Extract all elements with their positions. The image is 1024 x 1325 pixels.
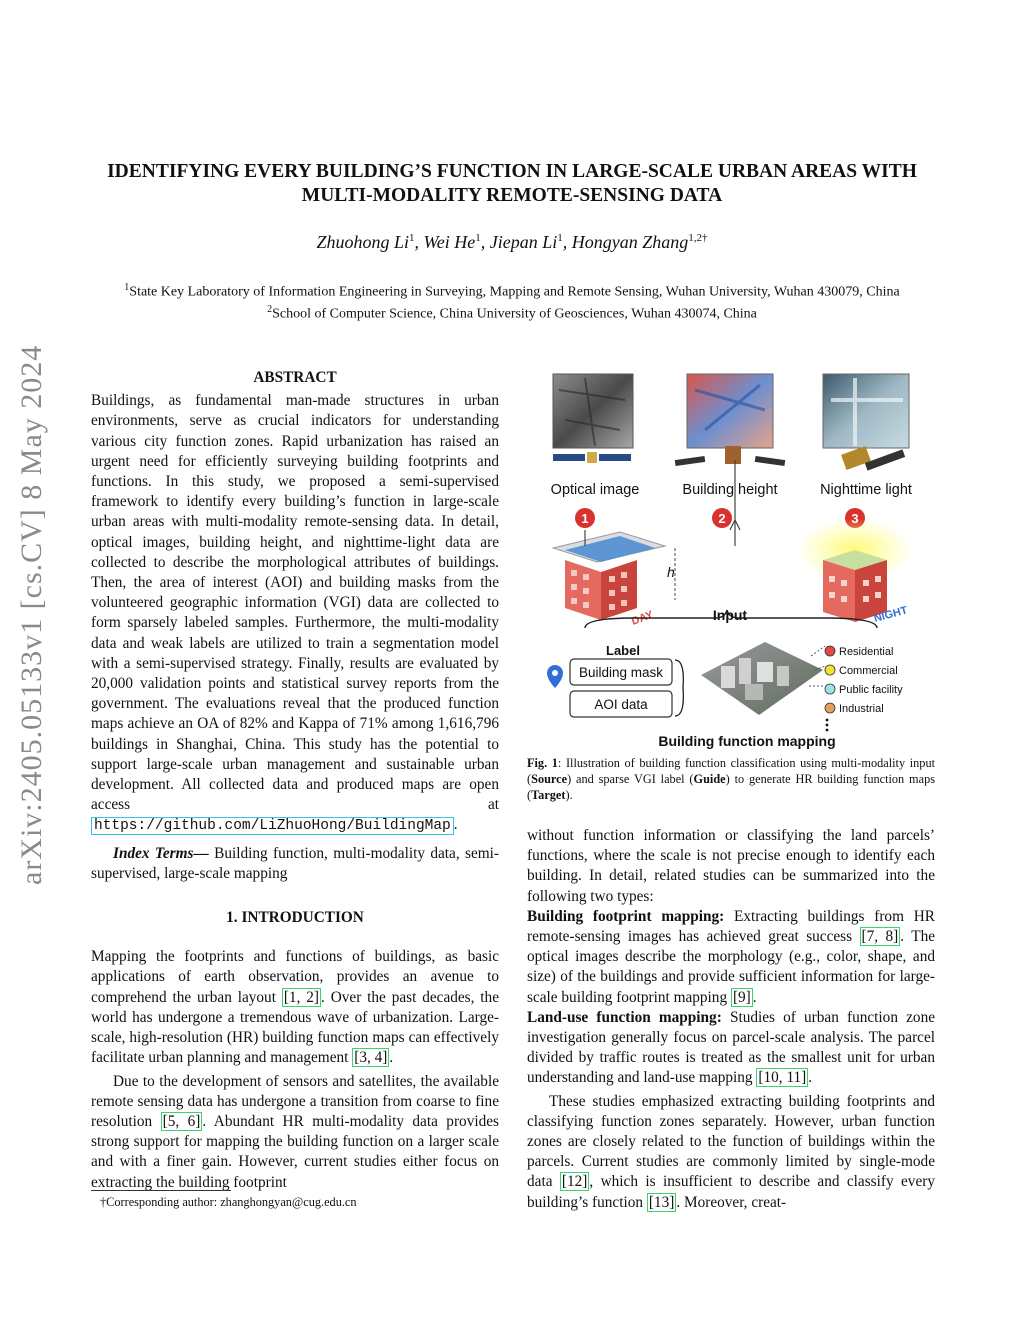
satellite-icon-3 — [841, 446, 905, 471]
day-label: DAY — [629, 608, 655, 628]
step-1-number: 1 — [581, 511, 589, 526]
index-terms-label: Index Terms— — [113, 844, 209, 862]
title-line-1: IDENTIFYING EVERY BUILDING’S FUNCTION IN LARGE-SCALE URBAN AREAS WITH — [107, 161, 917, 182]
intro-p2-text-a: Due to the development of sensors and satellites, the available remote sensing data has undergone a transition from coarse to fine resolution — [91, 1072, 499, 1130]
night-label: NIGHT — [872, 604, 909, 625]
input-label: Input — [712, 607, 748, 623]
abstract-text: Buildings, as fundamental man-made structures in urban environments, serve as crucial indicators for understanding various city function zones. Rapid urbanization has raised an urgent need for efficiently surveying building footprints and functions. In this study, we proposed a semi-supervised framework to identify every building’s function in large-scale urban areas with multi-modality remote-sensing data. In detail, optical images, building height, and nighttime-light data are collected to describe the morphological attributes of buildings. Then, the area of interest (AOI) and building masks from the volunteered geographic information (VGI) data are collected to form sparsely labeled samples. Furthermore, the multi-modality data and weak labels are utilized to train a segmentation model with a semi-supervised strategy. Finally, results are evaluated by 20,000 validation points and statistical survey reports from the government. The evaluations reveal that the produced function maps achieve an OA of 82% and Kappa of 71% among 1,616,796 buildings in Shanghai, China. This study has the potential to support large-scale urban management and sustainable urban development. All collected data and produced maps are open access at — [91, 392, 499, 814]
aoi-data-label: AOI data — [594, 697, 648, 712]
caption-guide: Guide — [693, 771, 726, 786]
right-p1-text-b: . The optical images describe the morphology (e.g., color, shape, and size) of the buildings and provide sufficient information for large-scale building footprint mapping — [527, 928, 936, 1006]
intro-paragraph-2 — [91, 1072, 499, 1193]
index-terms — [91, 844, 499, 884]
satellite-icon-2 — [675, 446, 786, 466]
intro-paragraph-1 — [91, 947, 499, 1068]
building-mask-label: Building mask — [578, 665, 664, 680]
affiliation-1-text: State Key Laboratory of Information Engineering in Surveying, Mapping and Remote Sensing, Wuhan University, Wuhan 430079, China — [129, 284, 900, 300]
abstract-paragraph — [91, 391, 499, 836]
citation-12[interactable]: [12] — [561, 1173, 588, 1191]
index-terms-text: Building function, multi-modality data, semi-supervised, large-scale mapping — [91, 844, 500, 882]
abstract-end: . — [453, 816, 458, 834]
label-building-height: Building height — [682, 482, 778, 498]
citation-10-11[interactable]: [10, 11] — [758, 1069, 807, 1087]
intro-p1-text-a: Mapping the footprints and functions of buildings, as basic applications of earth observation, provides an avenue to comprehend the urban layout — [91, 948, 499, 1006]
github-link[interactable]: https://github.com/LiZhuoHong/BuildingMap — [91, 817, 454, 835]
title-line-2: MULTI-MODALITY REMOTE-SENSING DATA — [301, 185, 723, 206]
intro-p2-text-b: . Abundant HR multi-modality data provides strong support for mapping the building function on a larger scale and with a finer gain. However, current studies either focus on extracting the building footprint — [91, 1112, 499, 1191]
caption-text-e: ). — [565, 787, 573, 802]
right-p2-end: . — [808, 1069, 813, 1087]
right-column — [527, 826, 935, 1213]
nighttime-light-thumbnail — [823, 374, 909, 448]
label-heading: Label — [606, 643, 640, 658]
building-function-mapping-title: Building function mapping — [658, 733, 836, 749]
affiliation-2-sup: 2 — [267, 304, 273, 315]
author-4-sup: 1,2† — [688, 232, 708, 244]
footnote-rule — [91, 1190, 231, 1191]
label-optical-image: Optical image — [550, 482, 640, 498]
citation-13[interactable]: [13] — [648, 1193, 675, 1211]
author-3-sup: 1 — [557, 232, 563, 244]
author-list: Zhuohong Li$^1$, Wei He$^1$, Jiepan Li$^1$, Hongyan Zhang$^{1,2\dagger}$ — [316, 232, 708, 252]
caption-label: Fig. 1 — [527, 756, 558, 770]
author-2-sup: 1 — [475, 232, 481, 244]
caption-source: Source — [531, 771, 568, 786]
arxiv-identifier-stamp: arXiv:2405.05133v1 [cs.CV] 8 May 2024 — [15, 344, 48, 885]
footnote: †Corresponding author: zhanghongyan@cug.edu.cn — [100, 1195, 357, 1209]
legend-public-facility: Public facility — [839, 684, 903, 696]
citation-7-8[interactable]: [7, 8] — [861, 928, 899, 946]
author-1-sup: 1 — [408, 232, 415, 244]
height-symbol: h — [667, 564, 675, 580]
right-paragraph-0: without function information or classifying the land parcels’ functions, where the scale is not precise enough to identify each building. In detail, related studies can be summarized into the following two types: — [527, 827, 935, 905]
legend-commercial: Commercial — [839, 665, 898, 677]
right-p1-text-a: Extracting buildings from HR remote-sensing images has achieved great success — [527, 907, 935, 946]
label-nighttime-light: Nighttime light — [820, 482, 912, 498]
citation-1-2[interactable]: [1, 2] — [283, 988, 320, 1006]
right-p3-text-b: , which is insufficient to describe and classify every building’s function — [527, 1173, 935, 1211]
legend-swatch-commercial — [825, 665, 835, 675]
legend-swatch-industrial — [825, 703, 835, 713]
right-paragraph-3 — [527, 1092, 935, 1213]
legend-swatch-public-facility — [825, 684, 835, 694]
caption-text-d: ) to generate HR building function maps ( — [527, 771, 935, 802]
legend-industrial: Industrial — [839, 703, 884, 715]
building-footprint-paragraph — [527, 907, 935, 1008]
author-2: Wei He — [423, 232, 476, 252]
right-p1-end: . — [752, 988, 757, 1006]
right-p2-text-a: Studies of urban function zone investigation generally focus on parcel-scale analysis. The parcel divided by traffic routes is treated as the smallest unit for urban understanding and land-use mapping — [527, 1008, 936, 1087]
abstract-heading: ABSTRACT — [253, 369, 337, 386]
affiliation-1 — [60, 282, 964, 301]
caption-text-a: : Illustration of building function classification using multi-modality input ( — [527, 756, 936, 786]
citation-9[interactable]: [9] — [732, 988, 751, 1006]
affiliation-2-text: School of Computer Science, China University of Geosciences, Wuhan 430074, China — [272, 306, 757, 322]
satellite-icon-1 — [553, 452, 631, 463]
right-p3-end: . Moreover, creat- — [676, 1193, 787, 1211]
figure-1 — [525, 370, 933, 752]
right-p3-text-a: These studies emphasized extracting building footprints and classifying function zones separately. However, urban function zones are closely related to the function of buildings within the parcels. Current studies are commonly limited by single-mode data — [527, 1092, 935, 1191]
location-pin-icon — [547, 665, 563, 688]
function-legend — [825, 646, 903, 731]
day-building-illustration — [553, 532, 665, 620]
author-3: Jiepan Li — [489, 232, 558, 252]
author-4: Hongyan Zhang — [571, 232, 689, 252]
legend-residential: Residential — [839, 646, 894, 658]
land-use-paragraph — [527, 1008, 935, 1089]
affiliation-2 — [60, 304, 964, 323]
land-use-heading: Land-use function mapping: — [527, 1008, 722, 1026]
legend-swatch-residential — [825, 646, 835, 656]
intro-p1-end: . — [389, 1049, 394, 1067]
caption-target: Target — [531, 787, 566, 802]
citation-5-6[interactable]: [5, 6] — [162, 1112, 201, 1130]
introduction-heading: 1. INTRODUCTION — [226, 909, 364, 927]
paper-title — [80, 160, 944, 208]
citation-3-4[interactable]: [3, 4] — [354, 1049, 388, 1067]
figure-1-caption — [527, 756, 935, 803]
caption-text-c: ) and sparse VGI label ( — [567, 771, 694, 786]
author-1: Zhuohong Li — [316, 232, 409, 252]
intro-p1-text-b: . Over the past decades, the world has undergone a tremendous wave of urbanization. Large-scale, high-resolution (HR) building function maps can effectively facilitate urban planning and management — [91, 988, 499, 1067]
building-footprint-heading: Building footprint mapping: — [527, 907, 725, 925]
step-2-number: 2 — [718, 511, 726, 526]
left-column — [91, 368, 499, 1193]
affiliation-1-sup: 1 — [124, 282, 130, 293]
